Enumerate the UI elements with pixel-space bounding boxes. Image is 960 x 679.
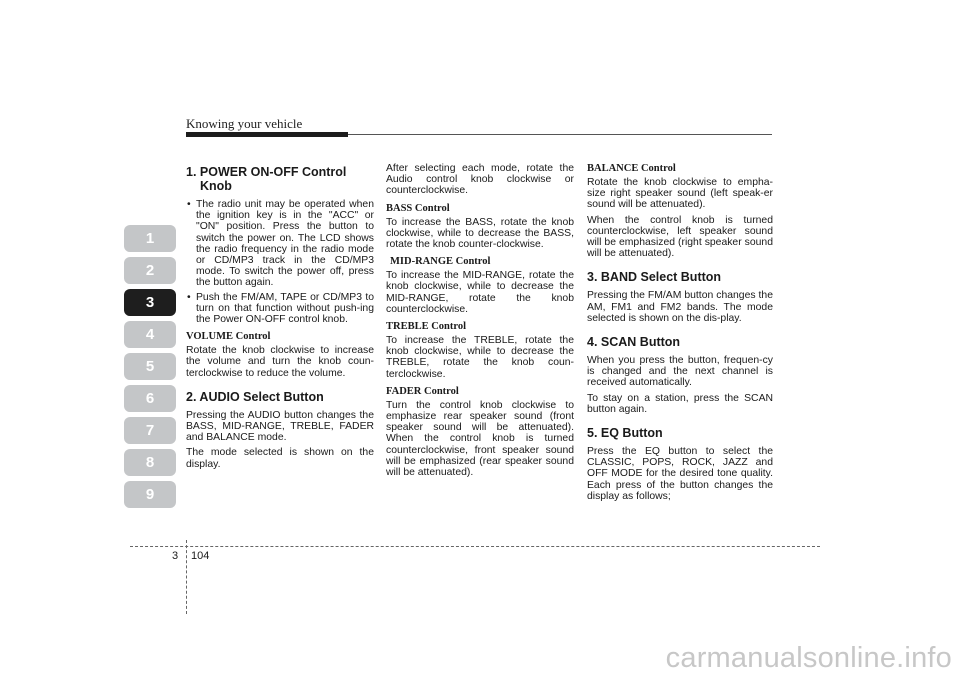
audio-text-1: Pressing the AUDIO button changes the BASS, MID-RANGE, TREBLE, FADER and BALANCE mode. (186, 409, 374, 444)
volume-subheading: VOLUME Control (186, 331, 271, 343)
bass-subheading: BASS Control (386, 202, 450, 214)
mid-range-subheading: MID-RANGE Control (390, 256, 491, 268)
chapter-tab-2[interactable]: 2 (124, 257, 176, 284)
chapter-tab-5[interactable]: 5 (124, 353, 176, 380)
page-chapter-number: 3 (172, 550, 179, 562)
header-rule (348, 134, 772, 135)
balance-text-1: Rotate the knob clockwise to empha-size right speaker sound (left speak-er sound will be attenuated). (587, 177, 773, 211)
balance-subheading: BALANCE Control (587, 163, 676, 174)
watermark: carmanualsonline.info (665, 642, 952, 674)
treble-subheading: TREBLE Control (386, 321, 467, 333)
running-header: Knowing your vehicle (186, 116, 303, 131)
fader-subheading: FADER Control (386, 385, 459, 397)
chapter-tabs (124, 225, 176, 513)
audio-intro: After selecting each mode, rotate the Audio control knob clockwise or counterclockwise. (386, 163, 574, 197)
audio-text-2: The mode selected is shown on the display. (186, 447, 374, 470)
band-heading: 3. BAND Select Button (587, 270, 722, 285)
chapter-tab-9[interactable]: 9 (124, 481, 176, 508)
power-heading-line2: Knob (200, 179, 232, 193)
power-heading-line1: 1. POWER ON-OFF Control (186, 165, 347, 179)
fader-text: Turn the control knob clockwise to emphasize rear speaker sound (front speaker sound will be attenuated). When the control knob is turned counterclockwise, front speaker sound will be emphasized (rear speaker sound will be attenuated). (386, 399, 574, 479)
scan-heading: 4. SCAN Button (587, 335, 681, 350)
column-3 (587, 163, 773, 506)
scan-text-2: To stay on a station, press the SCAN button again. (587, 392, 773, 415)
column-2 (386, 163, 574, 482)
header-bar (186, 132, 348, 137)
footer-rule (130, 546, 820, 547)
scan-text-1: When you press the button, frequen-cy is changed and the next channel is received automatically. (587, 355, 773, 389)
chapter-tab-6[interactable]: 6 (124, 385, 176, 412)
mid-range-text: To increase the MID-RANGE, rotate the knob clockwise, while to decrease the MID-RANGE, rotate the knob counterclockwise. (386, 270, 574, 315)
chapter-tab-8[interactable]: 8 (124, 449, 176, 476)
treble-text: To increase the TREBLE, rotate the knob clockwise, while to decrease the TREBLE, rotate the knob coun-terclockwise. (386, 335, 574, 380)
list-item: • Push the FM/AM, TAPE or CD/MP3 to turn on that function without push-ing the Power ON-OFF control knob. (186, 292, 374, 326)
eq-heading: 5. EQ Button (587, 426, 663, 441)
column-1 (186, 163, 374, 474)
footer-divider (186, 540, 187, 614)
chapter-tab-3[interactable]: 3 (124, 289, 176, 316)
volume-text: Rotate the knob clockwise to increase the volume and turn the knob coun-terclockwise to reduce the volume. (186, 345, 374, 379)
balance-text-2: When the control knob is turned counterclockwise, left speaker sound will be emphasized (right speaker sound will be attenuated). (587, 214, 773, 260)
chapter-tab-7[interactable]: 7 (124, 417, 176, 444)
power-heading (186, 165, 374, 193)
audio-heading: 2. AUDIO Select Button (186, 389, 324, 404)
chapter-tab-4[interactable]: 4 (124, 321, 176, 348)
eq-text: Press the EQ button to select the CLASSIC, POPS, ROCK, JAZZ and OFF MODE for the desired tone quality. Each press of the button changes the display as follows; (587, 446, 773, 502)
page-number: 104 (191, 550, 210, 562)
band-text: Pressing the FM/AM button changes the AM, FM1 and FM2 bands. The mode selected is shown on the dis-play. (587, 290, 773, 324)
bass-text: To increase the BASS, rotate the knob clockwise, while to decrease the BASS, rotate the knob counter-clockwise. (386, 216, 574, 251)
power-bullets (186, 199, 374, 325)
list-item: • The radio unit may be operated when the ignition key is in the "ACC" or "ON" position. Press the button to switch the power on. The LCD shows the radio frequency in the radio mode or CD/MP3 track in the CD/MP3 mode. To switch the power off, press the button again. (186, 199, 374, 289)
chapter-tab-1[interactable]: 1 (124, 225, 176, 252)
